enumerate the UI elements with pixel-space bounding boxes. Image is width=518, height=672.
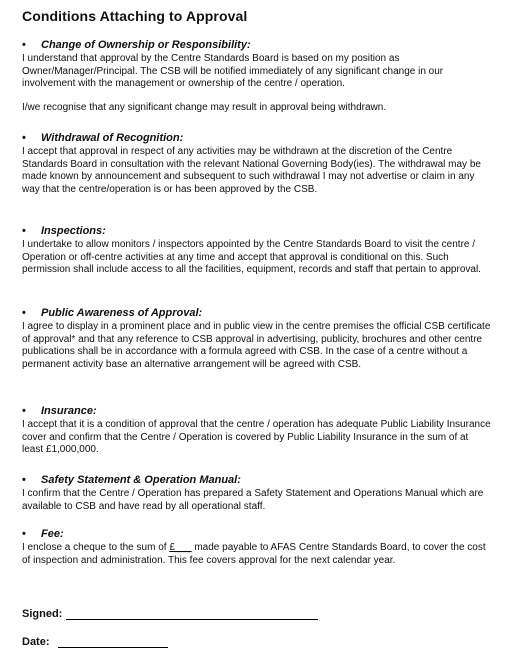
section-paragraph: I accept that approval in respect of any activities may be withdrawn at the discretion of the Centre Standards Board in consultation with the relevant National Governing Body(ies). The withdrawal may be made known by announcement and subsequent to such withdrawal I may not advertise or claim in any way that the centre/operation is or has been approved by the CSB. bbox=[22, 146, 481, 195]
signed-row bbox=[22, 607, 318, 620]
date-line[interactable] bbox=[58, 635, 168, 648]
heading-text: Safety Statement & Operation Manual: bbox=[41, 474, 241, 486]
bullet: • bbox=[22, 225, 26, 237]
section-heading bbox=[22, 224, 492, 238]
bullet: • bbox=[22, 307, 26, 319]
section-paragraph: I confirm that the Centre / Operation has prepared a Safety Statement and Operations Manual which are available to CSB and have read by all operational staff. bbox=[22, 488, 484, 512]
section-heading bbox=[22, 131, 492, 145]
bullet: • bbox=[22, 474, 26, 486]
bullet: • bbox=[22, 39, 26, 51]
section-paragraph: I agree to display in a prominent place and in public view in the centre premises the official CSB certificate of approval* and that any reference to CSB approval in advertising, publicity, brochures and other centre publications shall be in accordance with a formula agreed with CSB. In the case of a centre without a permanent activity base an alternative arrangement will be agreed with CSB. bbox=[22, 321, 491, 370]
signed-line[interactable] bbox=[66, 607, 318, 620]
section-heading bbox=[22, 404, 492, 418]
heading-text: Change of Ownership or Responsibility: bbox=[41, 39, 251, 51]
section-change-of-ownership bbox=[22, 38, 492, 114]
section-paragraph: I understand that approval by the Centre Standards Board is based on my position as Owner/Manager/Principal. The CSB will be notified immediately of any significant change in our involvement with the management or ownership of the centre / operation. bbox=[22, 53, 444, 89]
section-heading bbox=[22, 527, 492, 541]
fee-text-before: I enclose a cheque to the sum of bbox=[22, 542, 170, 553]
fee-amount-blank[interactable]: £___ bbox=[169, 542, 192, 553]
heading-text: Public Awareness of Approval: bbox=[41, 307, 203, 319]
section-heading bbox=[22, 306, 492, 320]
bullet: • bbox=[22, 405, 26, 417]
bullet: • bbox=[22, 132, 26, 144]
section-paragraph-2: I/we recognise that any significant change may result in approval being withdrawn. bbox=[22, 101, 387, 113]
signed-label: Signed: bbox=[22, 608, 63, 620]
heading-text: Fee: bbox=[41, 528, 64, 540]
heading-text: Inspections: bbox=[41, 225, 106, 237]
section-paragraph bbox=[22, 542, 492, 567]
fee-text-after: made payable to AFAS Centre Standards Board, to cover the cost of inspection and administration. This fee covers approval for the next calendar year. bbox=[22, 542, 486, 566]
section-heading bbox=[22, 38, 492, 52]
heading-text: Insurance: bbox=[41, 405, 97, 417]
date-label: Date: bbox=[22, 636, 50, 648]
section-public-awareness bbox=[22, 306, 492, 371]
section-insurance bbox=[22, 404, 492, 457]
bullet: • bbox=[22, 528, 26, 540]
section-paragraph: I accept that it is a condition of approval that the centre / operation has adequate Public Liability Insurance cover and confirm that the Centre / Operation is covered by Public Liability Insurance in the sum of at least £1,000,000. bbox=[22, 419, 491, 455]
date-row bbox=[22, 635, 168, 648]
section-withdrawal-of-recognition bbox=[22, 131, 492, 196]
section-inspections bbox=[22, 224, 492, 277]
section-heading bbox=[22, 473, 492, 487]
page-title: Conditions Attaching to Approval bbox=[22, 8, 248, 24]
section-fee bbox=[22, 527, 492, 567]
section-paragraph: I undertake to allow monitors / inspectors appointed by the Centre Standards Board to visit the centre / Operation or off-centre activities at any time and accept that approval is conditional on this. Such permission shall include access to all the facilities, equipment, records and staff that pertain to approval. bbox=[22, 239, 481, 275]
heading-text: Withdrawal of Recognition: bbox=[41, 132, 184, 144]
section-safety-statement bbox=[22, 473, 492, 513]
